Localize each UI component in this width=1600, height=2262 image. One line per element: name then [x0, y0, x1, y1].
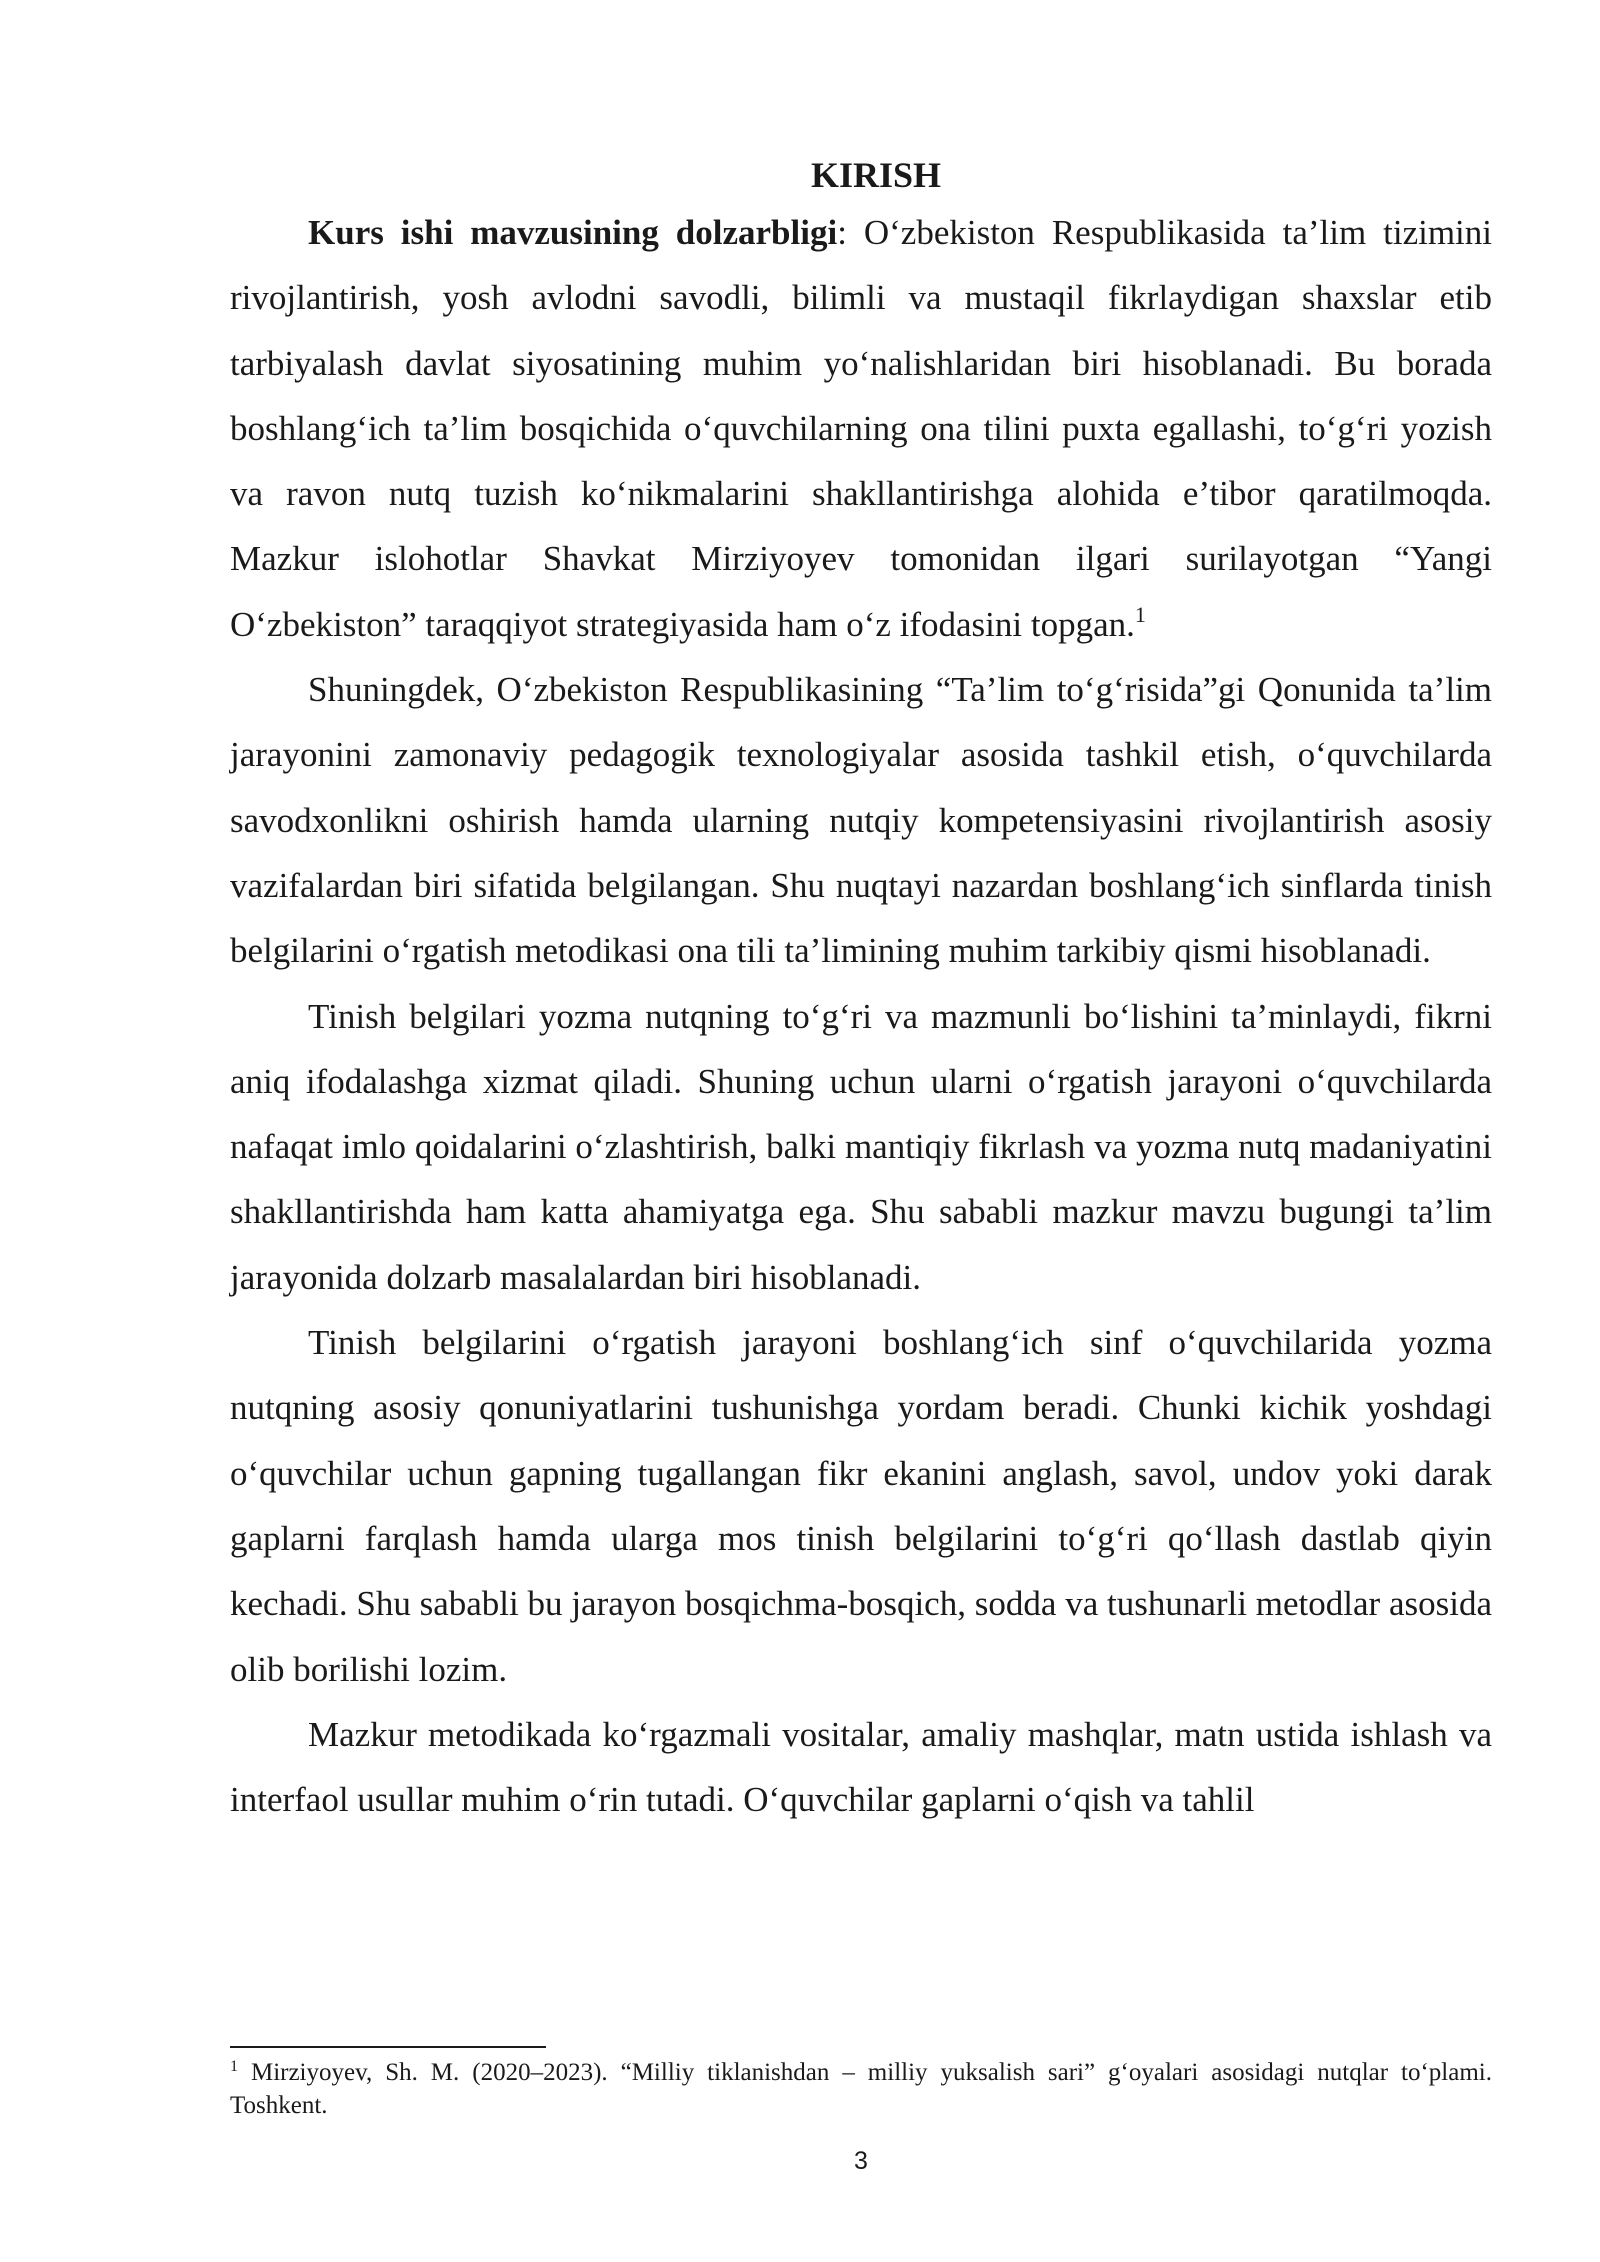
section-heading: KIRISH [810, 155, 942, 195]
page-number: 3 [854, 2147, 868, 2175]
paragraph-2: Shuningdek, O‘zbekiston Respublikasining “Ta’lim to‘g‘risida”gi Qonunida ta’lim jarayonini zamonaviy pedagogik texnologiyalar asosida tashkil etish, o‘quvchilarda savodxonlikni oshirish hamda ularning nutqiy kompetensiyasini rivojlantirish asosiy vazifalardan biri sifatida belgilangan. Shu nuqtayi nazardan boshlang‘ich sinflarda tinish belgilarini o‘rgatish metodikasi ona tili ta’limining muhim tarkibiy qismi hisoblanadi. [230, 670, 1492, 971]
paragraph-4: Tinish belgilarini o‘rgatish jarayoni boshlang‘ich sinf o‘quvchilarida yozma nutqning asosiy qonuniyatlarini tushunishga yordam beradi. Chunki kichik yoshdagi o‘quvchilar uchun gapning tugallangan fikr ekanini anglash, savol, undov yoki darak gaplarni farqlash hamda ularga mos tinish belgilarini to‘g‘ri qo‘llash dastlab qiyin kechadi. Shu sababli bu jarayon bosqichma-bosqich, sodda va tushunarli metodlar asosida olib borilishi lozim. [230, 1323, 1492, 1689]
paragraph-1-text: : O‘zbekiston Respublikasida ta’lim tizimini rivojlantirish, yosh avlodni savodli, bilimli va mustaqil fikrlaydigan shaxslar etib tarbiyalash davlat siyosatining muhim yo‘nalishlaridan biri hisoblanadi. Bu borada boshlang‘ich ta’lim bosqichida o‘quvchilarning ona tilini puxta egallashi, to‘g‘ri yozish va ravon nutq tuzish ko‘nikmalarini shakllantirishga alohida e’tibor qaratilmoqda. Mazkur islohotlar Shavkat Mirziyoyev tomonidan ilgari surilayotgan “Yangi O‘zbekiston” taraqqiyot strategiyasida ham o‘z ifodasini topgan. [230, 213, 1493, 644]
footnote [230, 2056, 1492, 2122]
footnote-text: Mirziyoyev, Sh. M. (2020–2023). “Milliy tiklanishdan – milliy yuksalish sari” g‘oyalari asosidagi nutqlar to‘plami. Toshkent. [230, 2059, 1492, 2119]
footnote-separator [230, 2046, 546, 2048]
paragraph-5: Mazkur metodikada ko‘rgazmali vositalar, amaliy mashqlar, matn ustida ishlash va interfaol usullar muhim o‘rin tutadi. O‘quvchilar gaplarni o‘qish va tahlil [230, 1714, 1492, 1820]
paragraph-3: Tinish belgilari yozma nutqning to‘g‘ri va mazmunli bo‘lishini ta’minlaydi, fikrni aniq ifodalashga xizmat qiladi. Shuning uchun ularni o‘rgatish jarayoni o‘quvchilarda nafaqat imlo qoidalarini o‘zlashtirish, balki mantiqiy fikrlash va yozma nutq madaniyatini shakllantirishda ham katta ahamiyatga ega. Shu sababli mazkur mavzu bugungi ta’lim jarayonida dolzarb masalalardan biri hisoblanadi. [230, 996, 1492, 1297]
paragraph-1 [230, 200, 1492, 657]
page-body [230, 150, 1492, 1832]
footnote-marker: 1 [230, 2058, 238, 2075]
paragraph-1-lead: Kurs ishi mavzusining dolzarbligi [308, 213, 838, 252]
footnote-reference[interactable]: 1 [1134, 601, 1146, 627]
